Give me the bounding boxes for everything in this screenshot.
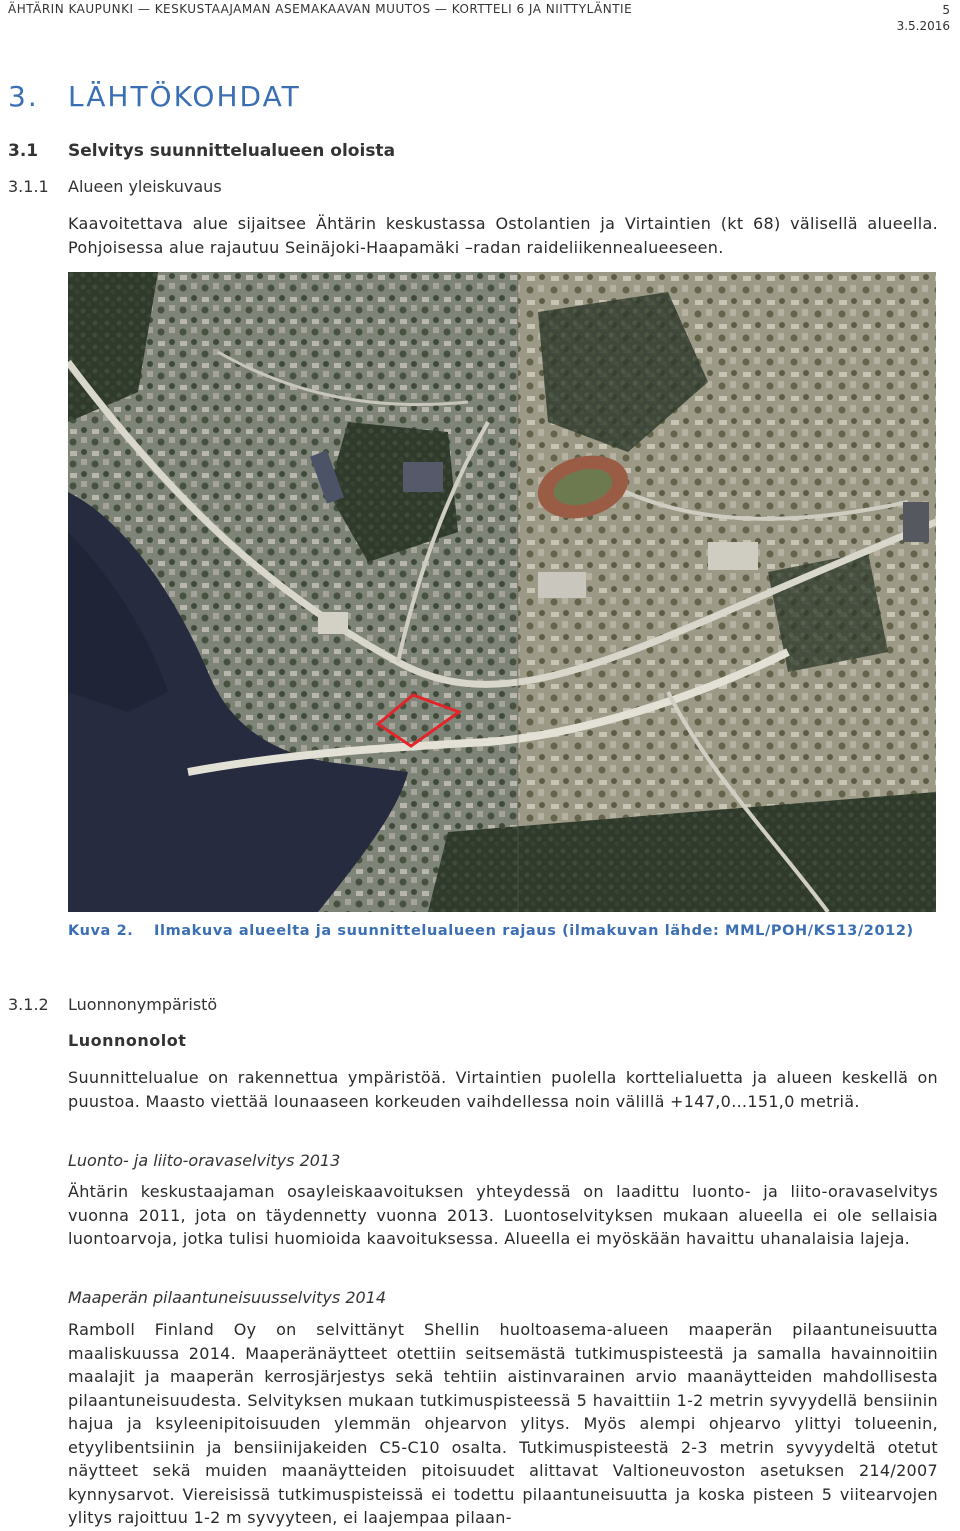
section-heading bbox=[8, 80, 301, 113]
soil-heading: Maaperän pilaantuneisuusselvitys 2014 bbox=[68, 1288, 387, 1307]
nature-paragraph: Suunnittelualue on rakennettua ympäristöä. Virtaintien puolella korttelialuetta ja alueen keskellä on puustoa. Maasto viettää lounaaseen korkeuden vaihdellessa noin välillä +147,0…151,0 metriä. bbox=[68, 1068, 938, 1111]
intro-paragraph: Kaavoitettava alue sijaitsee Ähtärin keskustassa Ostolantien ja Virtaintien (kt 68) välisellä alueella. Pohjoisessa alue rajautuu Seinäjoki-Haapamäki –radan raideliikennealueeseen. bbox=[68, 214, 938, 257]
document-header-meta bbox=[897, 2, 950, 34]
section-number: 3. bbox=[8, 80, 39, 113]
sub-subsection-title-2: Luonnonympäristö bbox=[68, 995, 218, 1014]
soil-paragraph: Ramboll Finland Oy on selvittänyt Shellin huoltoasema-alueen maaperän pilaantuneisuutta maaliskuussa 2014. Maaperänäytteet otettiin seitsemästä tutkimuspisteestä ja samalla havainnoitiin maalajit ja maaperän kerrosjärjestys sekä tehtiin aistinvarainen arvio maanäytteiden mahdollisesta pilaantuneisuudesta. Selvityksen mukaan tutkimuspisteessä 5 havaittiin 1-2 metrin syvyydellä bensiinin hajua ja ksyleenipitoisuuden ylemmän ohjearvon ylitys. Myös alempi ohjearvo ylittyi tolueenin, etyylibentsiinin ja bensiinijakeiden C5-C10 osalta. Tutkimuspisteestä 2-3 metrin syvyydeltä otetut näytteet sekä muiden maanäytteiden pitoisuudet alittavat Valtioneuvoston asetuksen 214/2007 kynnysarvot. Viereisissä tutkimuspisteissä ei todettu pilaantuneisuutta ja koska pisteen 5 viitearvojen ylitys rajoittuu 1-2 m syvyyteen, ei laajempaa pilaan- bbox=[68, 1320, 938, 1527]
sub-subsection-heading-nature bbox=[8, 995, 217, 1014]
aerial-map-image bbox=[68, 272, 936, 912]
section-title: LÄHTÖKOHDAT bbox=[68, 80, 301, 113]
survey-paragraph: Ähtärin keskustaajaman osayleiskaavoituksen yhteydessä on laadittu luonto- ja liito-oravaselvitys vuonna 2011, jota on täydennetty vuonna 2013. Luontoselvityksen mukaan alueella ei ole sellaisia luontoarvoja, jotka tulisi huomioida kaavoituksessa. Alueella ei myöskään havaittu uhanalaisia lajeja. bbox=[68, 1182, 938, 1248]
subsection-title: Selvitys suunnittelualueen oloista bbox=[68, 141, 396, 161]
sub-subsection-heading-general bbox=[8, 177, 222, 196]
sub-subsection-number-2: 3.1.2 bbox=[8, 995, 49, 1014]
page-number: 5 bbox=[942, 3, 950, 17]
figure-caption bbox=[68, 923, 914, 939]
figure-label: Kuva 2. bbox=[68, 923, 134, 939]
subsection-heading bbox=[8, 141, 395, 161]
figure-caption-text: Ilmakuva alueelta ja suunnittelualueen rajaus (ilmakuvan lähde: MML/POH/KS13/2012) bbox=[154, 923, 914, 939]
sub-subsection-title: Alueen yleiskuvaus bbox=[68, 177, 222, 196]
nature-heading: Luonnonolot bbox=[68, 1031, 187, 1050]
document-date: 3.5.2016 bbox=[896, 19, 950, 33]
document-header-title: ÄHTÄRIN KAUPUNKI — KESKUSTAAJAMAN ASEMAKAAVAN MUUTOS — KORTTELI 6 JA NIITTYLÄNTIE bbox=[8, 2, 633, 16]
survey-heading: Luonto- ja liito-oravaselvitys 2013 bbox=[68, 1151, 341, 1170]
sub-subsection-number: 3.1.1 bbox=[8, 177, 49, 196]
subsection-number: 3.1 bbox=[8, 141, 39, 161]
